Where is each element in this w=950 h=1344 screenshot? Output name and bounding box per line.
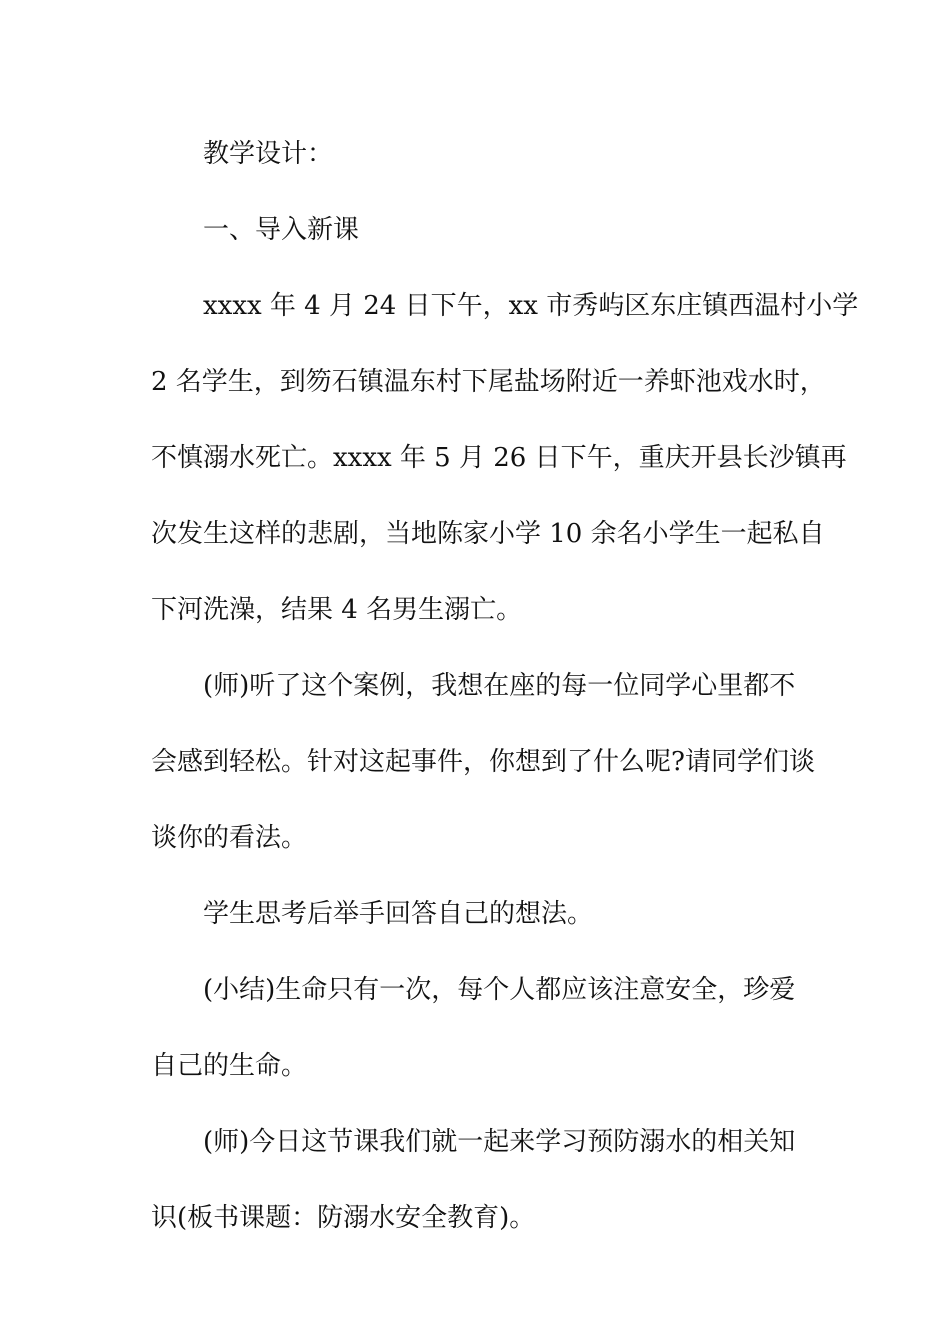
section-heading-intro: 一、导入新课 bbox=[203, 215, 360, 245]
paragraph-line: 2 名学生，到笏石镇温东村下尾盐场附近一养虾池戏水时， bbox=[151, 367, 826, 397]
paragraph-line: 识(板书课题：防溺水安全教育)。 bbox=[151, 1203, 536, 1233]
paragraph-line: 会感到轻松。针对这起事件，你想到了什么呢?请同学们谈 bbox=[151, 747, 815, 777]
document-body bbox=[151, 128, 859, 1268]
paragraph-line: 不慎溺水死亡。xxxx 年 5 月 26 日下午，重庆开县长沙镇再 bbox=[151, 443, 847, 473]
paragraph-line: (师)听了这个案例，我想在座的每一位同学心里都不 bbox=[203, 671, 796, 701]
heading-teaching-design: 教学设计： bbox=[203, 139, 334, 169]
paragraph-line: (师)今日这节课我们就一起来学习预防溺水的相关知 bbox=[203, 1127, 796, 1157]
paragraph-line: 次发生这样的悲剧，当地陈家小学 10 余名小学生一起私自 bbox=[151, 519, 825, 549]
paragraph-line: 谈你的看法。 bbox=[151, 823, 308, 853]
paragraph-line: xxxx 年 4 月 24 日下午，xx 市秀屿区东庄镇西温村小学 bbox=[203, 291, 859, 321]
paragraph-line: 学生思考后举手回答自己的想法。 bbox=[203, 899, 594, 929]
paragraph-line: 下河洗澡，结果 4 名男生溺亡。 bbox=[151, 595, 523, 625]
paragraph-line: (小结)生命只有一次，每个人都应该注意安全，珍爱 bbox=[203, 975, 796, 1005]
paragraph-line: 自己的生命。 bbox=[151, 1051, 308, 1081]
